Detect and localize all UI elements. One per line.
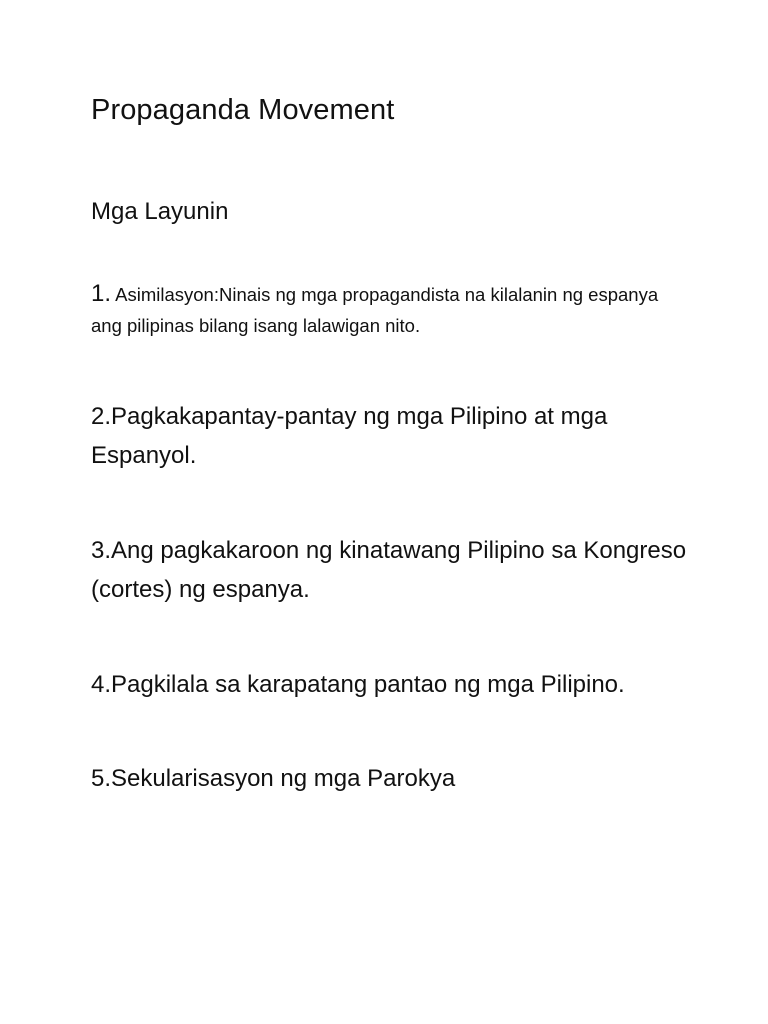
- list-item-1-number: 1.: [91, 280, 112, 307]
- section-heading: Mga Layunin: [91, 198, 229, 225]
- list-item-1: [91, 278, 691, 341]
- document-title: Propaganda Movement: [91, 94, 395, 126]
- list-item-3: 3.Ang pagkakaroon ng kinatawang Pilipino sa Kongreso (cortes) ng espanya.: [91, 537, 687, 603]
- list-item-1-text: Asimilasyon:Ninais ng mga propagandista na kilalanin ng espanya ang pilipinas bilang isang lalawigan nito.: [91, 284, 659, 336]
- list-item-4: 4.Pagkilala sa karapatang pantao ng mga Pilipino.: [91, 671, 625, 698]
- list-item-2: 2.Pagkakapantay-pantay ng mga Pilipino at mga Espanyol.: [91, 403, 608, 469]
- list-item-5: 5.Sekularisasyon ng mga Parokya: [91, 765, 456, 792]
